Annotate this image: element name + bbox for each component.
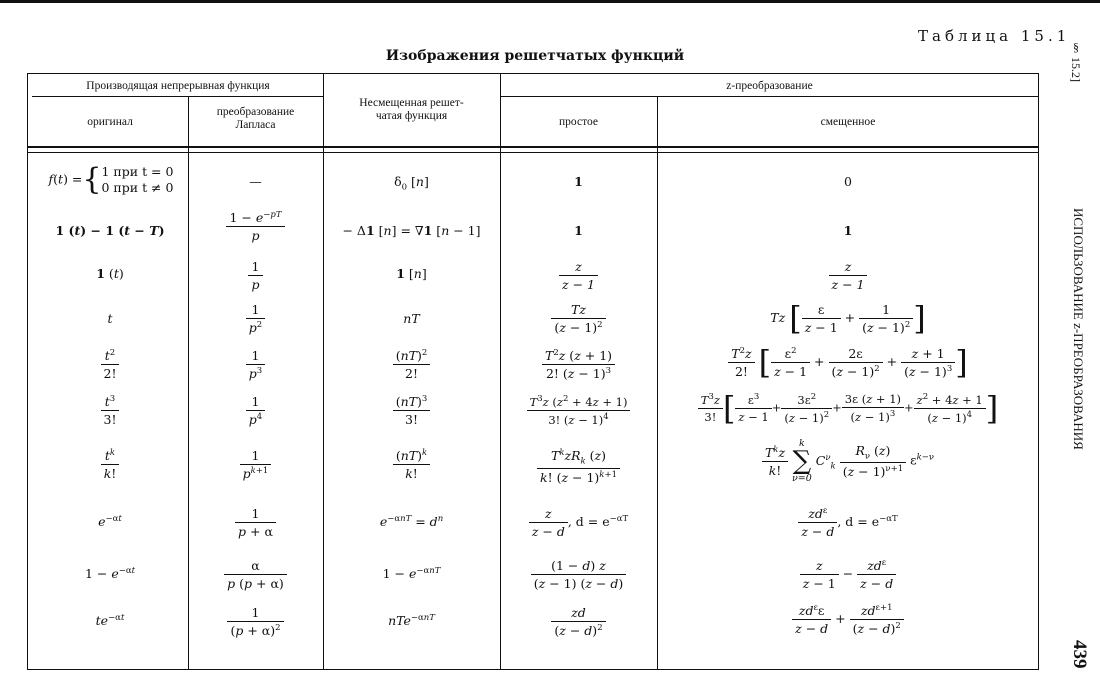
row7-original: $\frac{t^k}{k!}$ [32,448,188,481]
row3-shifted: $\frac{z}{z - 1}$ [657,259,1039,292]
header-rule [500,96,1039,97]
row10-lattice: nTe$^{-\alpha nT}$ [388,613,435,629]
row5-laplace: $\frac{1}{p^3}$ [188,348,323,381]
table-title: Изображения решетчатых функций [385,48,685,64]
row2-simple: 1 [574,223,583,238]
header-shifted: смещенное [820,116,876,128]
row3-original: 1 (t) [96,266,124,281]
page-number: 439 [1069,640,1090,669]
row4-laplace: $\frac{1}{p^2}$ [188,302,323,335]
row8-laplace: $\frac{1}{p + \alpha}$ [188,506,323,539]
row1-laplace: — [249,174,262,189]
row7-lattice: $\frac{(nT)^k}{k!}$ [323,448,500,481]
row1-simple: 1 [574,174,583,189]
row8-shifted-exponent: −αT [879,513,898,524]
row6-laplace: $\frac{1}{p^4}$ [188,394,323,427]
row8-shifted-condition: , d = e [837,514,880,530]
row8-simple-condition: , d = e [567,514,610,529]
row2-lattice: − Δ1 [n] = ∇1 [n − 1] [342,223,481,238]
header-simple: простое [559,116,598,128]
row2-laplace: $\frac{1 - e^{-pT}}{p}$ [188,210,323,243]
row3-laplace: $\frac{1}{p}$ [188,259,323,292]
row5-lattice: $\frac{(nT)^2}{2!}$ [323,348,500,381]
header-rule [27,146,1039,148]
header-lattice-line1: Несмещенная решет- [359,97,464,109]
row7-simple: $\frac{T^kzR_k (z)}{k! (z - 1)^{k+1}}$ [500,448,657,485]
row10-original: $te^{-\alpha t}$ [95,613,125,629]
row8-shifted: $\frac{zd^\varepsilon}{z - d}$ , $d = e^{-\alpha T}$ [657,506,1039,539]
row5-original: $\frac{t^2}{2!}$ [32,348,188,381]
running-head: ИСПОЛЬЗОВАНИЕ z-ПРЕОБРАЗОВАНИЯ [1071,208,1086,450]
header-rule [32,96,324,97]
row4-original: t [107,311,113,326]
row7-shifted: $\frac{T^kz}{k!}$ k ∑ ν=0 $C^\nu_k$ $\frac{R_\nu (z)}{(z - 1)^{\nu+1}}$ $\varepsilon^{k-\nu}$ [657,438,1039,484]
row1-lattice-sub: 0 [401,182,408,193]
row6-lattice: $\frac{(nT)^3}{3!}$ [323,394,500,427]
row3-simple: $\frac{z}{z - 1}$ [500,259,657,292]
row3-lattice: 1 [n] [396,266,427,281]
row8-simple-exponent: −αT [609,513,629,524]
row1-original-line1: 1 при t = 0 [101,164,174,179]
row5-simple: $\frac{T^2z (z + 1)}{2! (z - 1)^3}$ [500,348,657,381]
row4-shifted: Tz [ $\frac{\varepsilon}{z - 1}$ + $\frac{1}{(z - 1)^2}$ ] [770,299,926,338]
header-original: оригинал [87,116,133,128]
header-laplace-line1: преобразование [216,106,295,118]
row5-shifted: $\frac{T^2z}{2!}$ [ $\frac{\varepsilon^2}{z - 1}$ + $\frac{2\varepsilon}{(z - 1)^2}$ + $\frac{z + 1}{(z - 1)^3}$ ] [657,346,1039,379]
top-rule [0,0,1100,3]
row6-original: $\frac{t^3}{3!}$ [32,394,188,427]
row9-shifted: $\frac{z}{z - 1}$ − $\frac{zd^\varepsilon}{z - d}$ [657,558,1039,591]
row4-lattice: nT [403,311,420,326]
row7-laplace: $\frac{1}{p^{k+1}}$ [188,448,323,481]
header-rule [27,152,1039,153]
row6-shifted: $\frac{T^3z}{3!}$ [ $\frac{\varepsilon^3}{z - 1}$ + $\frac{3\varepsilon^2}{(z - 1)^2}$ + $\frac{3\varepsilon (z + 1)}{(z - 1)^3}$ + $\frac{z^2 + 4z + 1}{(z - 1)^4}$ ] [657,392,1039,425]
row10-simple: $\frac{zd}{(z - d)^2}$ [500,605,657,638]
header-laplace-line2: Лапласа [235,119,276,131]
row1-original: f(t) ={ 1 при t = 0 0 при t ≠ 0 [48,162,174,197]
row2-shifted: 1 [843,223,853,238]
header-laplace [188,106,323,132]
section-marker: § 15.2] [1069,40,1083,82]
row10-laplace: $\frac{1}{(p + \alpha)^2}$ [188,605,323,638]
row8-original: $e^{-\alpha t}$ [98,514,122,530]
row8-simple: $\frac{z}{z - d}$ , $d = e^{-\alpha T}$ [500,506,657,539]
row10-shifted: $\frac{zd^\varepsilon\varepsilon}{z - d}$ + $\frac{zd^{\varepsilon+1}}{(z - d)^2}$ [657,603,1039,636]
row9-simple: $\frac{(1 - d) z}{(z - 1) (z - d)}$ [500,558,657,591]
row1-shifted: 0 [844,174,852,189]
header-continuous-function: Производящая непрерывная функция [86,80,270,92]
header-lattice [323,97,500,123]
table-number: Таблица 15.1 [918,27,1071,45]
row8-lattice: $e^{-\alpha nT} = d^n$ [379,514,444,530]
row9-original: $1 - e^{-\alpha t}$ [84,566,136,582]
row1-lattice: $\delta_0$ [n] [394,174,429,193]
header-z-transform: z-преобразование [726,80,813,92]
row1-original-line2: 0 при t ≠ 0 [101,180,174,195]
row9-lattice: $1 - e^{-\alpha nT}$ [382,566,441,582]
header-lattice-line2: чатая функция [375,110,448,122]
row9-laplace: $\frac{\alpha}{p (p + \alpha)}$ [188,558,323,591]
row2-original: 1 (t) − 1 (t − T) [55,223,165,238]
row4-simple: $\frac{Tz}{(z - 1)^2}$ [500,302,657,335]
row6-simple: $\frac{T^3z (z^2 + 4z + 1)}{3! (z - 1)^4}$ [500,394,657,427]
